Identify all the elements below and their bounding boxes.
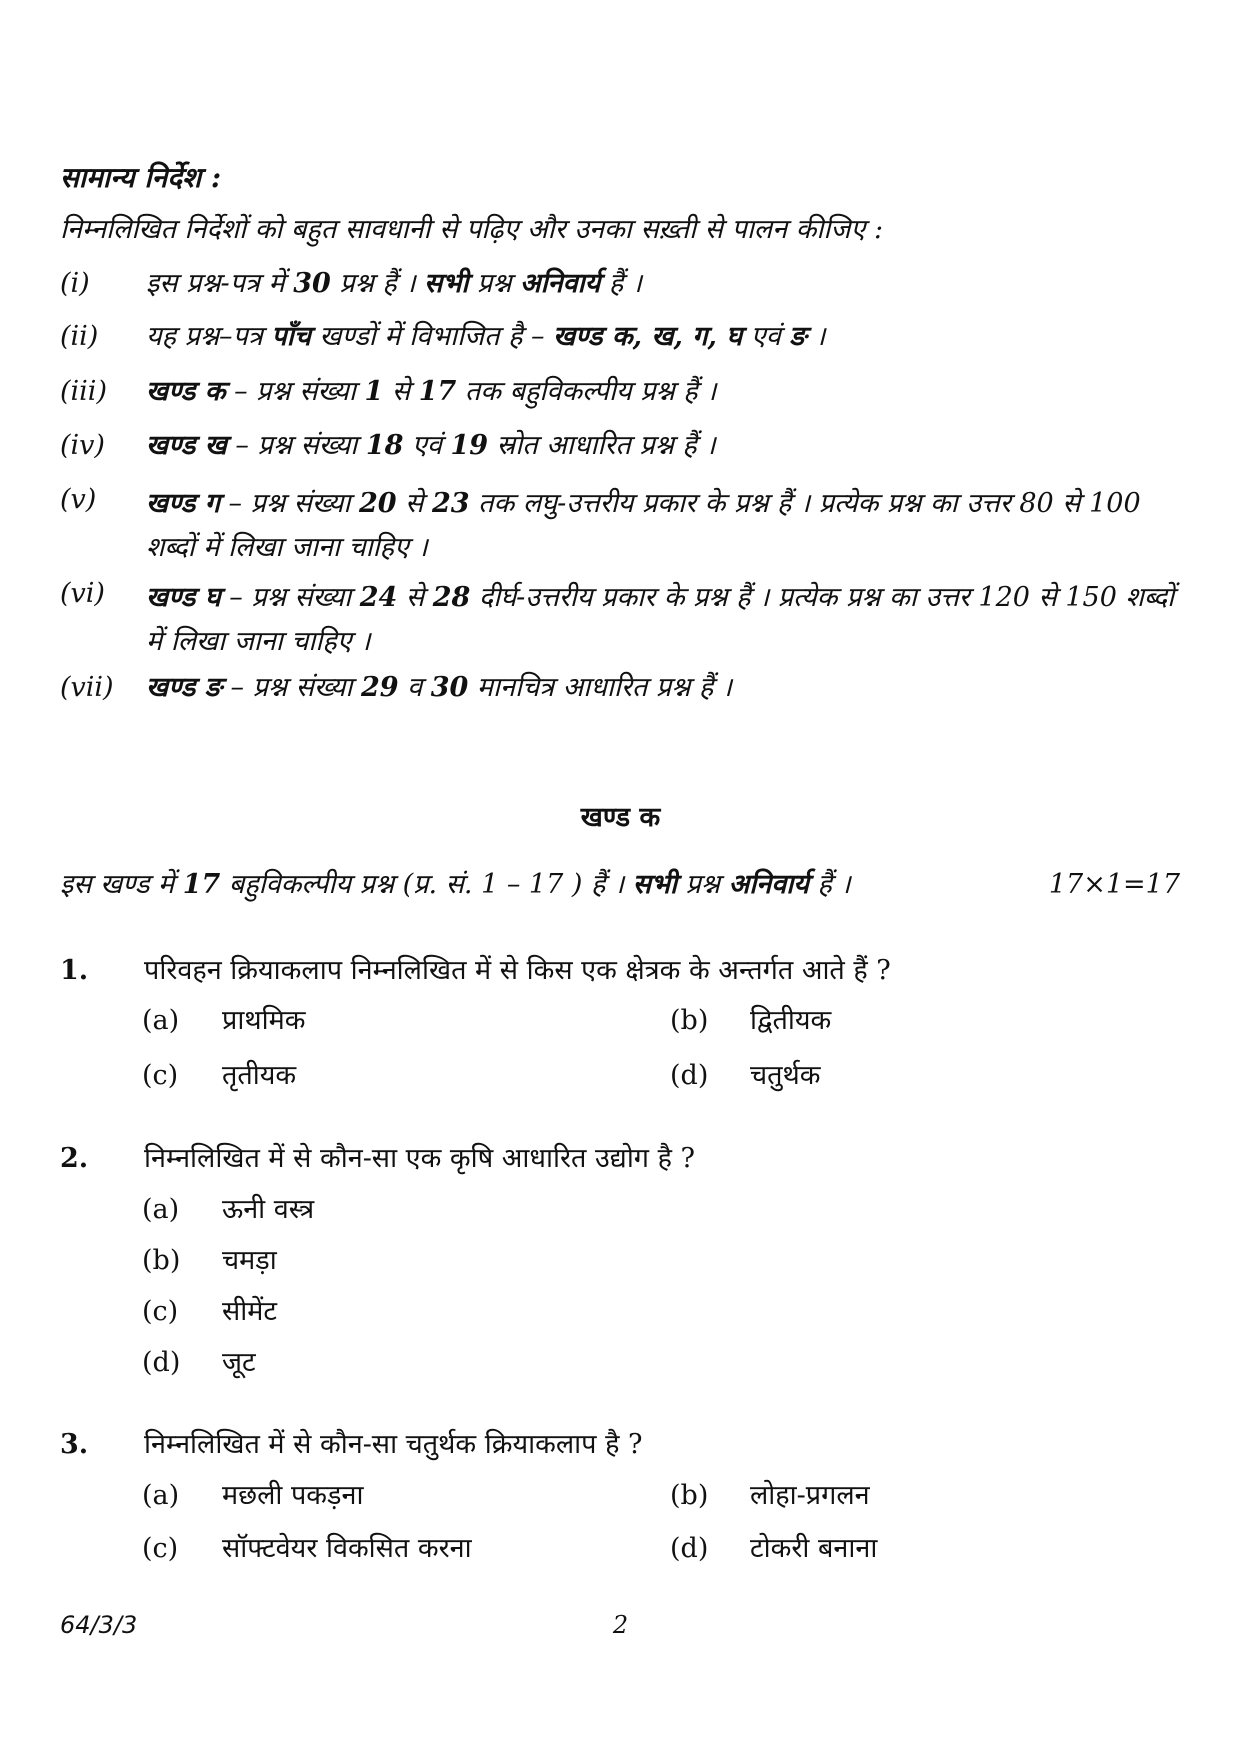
option-label: (b): [142, 1245, 181, 1276]
instruction-text: यह प्रश्न–पत्र पाँच खण्डों में विभाजित है – खण्ड क, ख, ग, घ एवं ङ ।: [146, 321, 826, 352]
option-label: (a): [142, 1194, 180, 1225]
option-label: (a): [142, 1005, 180, 1036]
option-text: चतुर्थक: [750, 1060, 821, 1091]
instruction-text: खण्ड ङ – प्रश्न संख्या 29 व 30 मानचित्र आधारित प्रश्न हैं ।: [146, 672, 733, 703]
instruction-number: (ii): [60, 321, 99, 352]
option-text: प्राथमिक: [222, 1005, 306, 1036]
section-title: खण्ड क: [580, 802, 661, 833]
paper-code: 64/3/3: [60, 1611, 138, 1639]
general-instructions-intro: निम्नलिखित निर्देशों को बहुत सावधानी से पढ़िए और उनका सख़्ती से पालन कीजिए :: [60, 214, 884, 245]
section-description: [60, 867, 1180, 902]
option-label: (b): [670, 1480, 709, 1511]
question-text: निम्नलिखित में से कौन-सा चतुर्थक क्रियाकलाप है ?: [144, 1429, 643, 1460]
instruction-number: (i): [60, 268, 90, 299]
option-text: सीमेंट: [222, 1296, 277, 1327]
page-number: 2: [612, 1611, 629, 1639]
instruction-number: (iv): [60, 430, 105, 461]
option-text: द्वितीयक: [750, 1005, 832, 1036]
option-label: (d): [670, 1060, 709, 1091]
general-instructions-heading: सामान्य निर्देश :: [60, 161, 222, 194]
section-description-text: इस खण्ड में 17 बहुविकल्पीय प्रश्न (प्र. सं. 1 – 17 ) हैं । सभी प्रश्न अनिवार्य हैं ।: [60, 869, 851, 900]
option-text: ऊनी वस्त्र: [222, 1194, 315, 1225]
instruction-text: खण्ड क – प्रश्न संख्या 1 से 17 तक बहुविकल्पीय प्रश्न हैं ।: [146, 376, 717, 407]
option-label: (c): [142, 1296, 179, 1327]
option-text: तृतीयक: [222, 1060, 297, 1091]
instruction-text: खण्ड घ – प्रश्न संख्या 24 से 28 दीर्घ-उत्तरीय प्रकार के प्रश्न हैं । प्रत्येक प्रश्न का उत्तर 120 से 150 शब्दों में लिखा जाना चाहिए ।: [146, 582, 1175, 657]
option-text: टोकरी बनाना: [750, 1533, 878, 1564]
option-label: (c): [142, 1060, 179, 1091]
instruction-number: (vii): [60, 672, 114, 703]
instruction-number: (v): [60, 484, 97, 515]
section-marks: 17×1=17: [1048, 869, 1180, 900]
option-text: लोहा-प्रगलन: [750, 1480, 870, 1511]
option-text: जूट: [222, 1347, 256, 1378]
option-label: (c): [142, 1533, 179, 1564]
option-label: (d): [142, 1347, 181, 1378]
instruction-number: (iii): [60, 376, 107, 407]
option-text: सॉफ्टवेयर विकसित करना: [222, 1533, 472, 1564]
instruction-text: खण्ड ग – प्रश्न संख्या 20 से 23 तक लघु-उत्तरीय प्रकार के प्रश्न हैं । प्रत्येक प्रश्न का उत्तर 80 से 100 शब्दों में लिखा जाना चाहिए ।: [146, 488, 1141, 563]
instruction-number: (vi): [60, 578, 105, 609]
question-number: 1.: [60, 955, 89, 986]
question-text: परिवहन क्रियाकलाप निम्नलिखित में से किस एक क्षेत्रक के अन्तर्गत आते हैं ?: [144, 955, 891, 986]
question-number: 3.: [60, 1429, 89, 1460]
question-number: 2.: [60, 1143, 89, 1174]
option-label: (a): [142, 1480, 180, 1511]
option-text: चमड़ा: [222, 1245, 277, 1276]
option-label: (d): [670, 1533, 709, 1564]
instruction-text: इस प्रश्न-पत्र में 30 प्रश्न हैं । सभी प्रश्न अनिवार्य हैं ।: [146, 268, 643, 299]
option-label: (b): [670, 1005, 709, 1036]
question-text: निम्नलिखित में से कौन-सा एक कृषि आधारित उद्योग है ?: [144, 1143, 695, 1174]
instruction-text: खण्ड ख – प्रश्न संख्या 18 एवं 19 स्रोत आधारित प्रश्न हैं ।: [146, 430, 716, 461]
option-text: मछली पकड़ना: [222, 1480, 364, 1511]
